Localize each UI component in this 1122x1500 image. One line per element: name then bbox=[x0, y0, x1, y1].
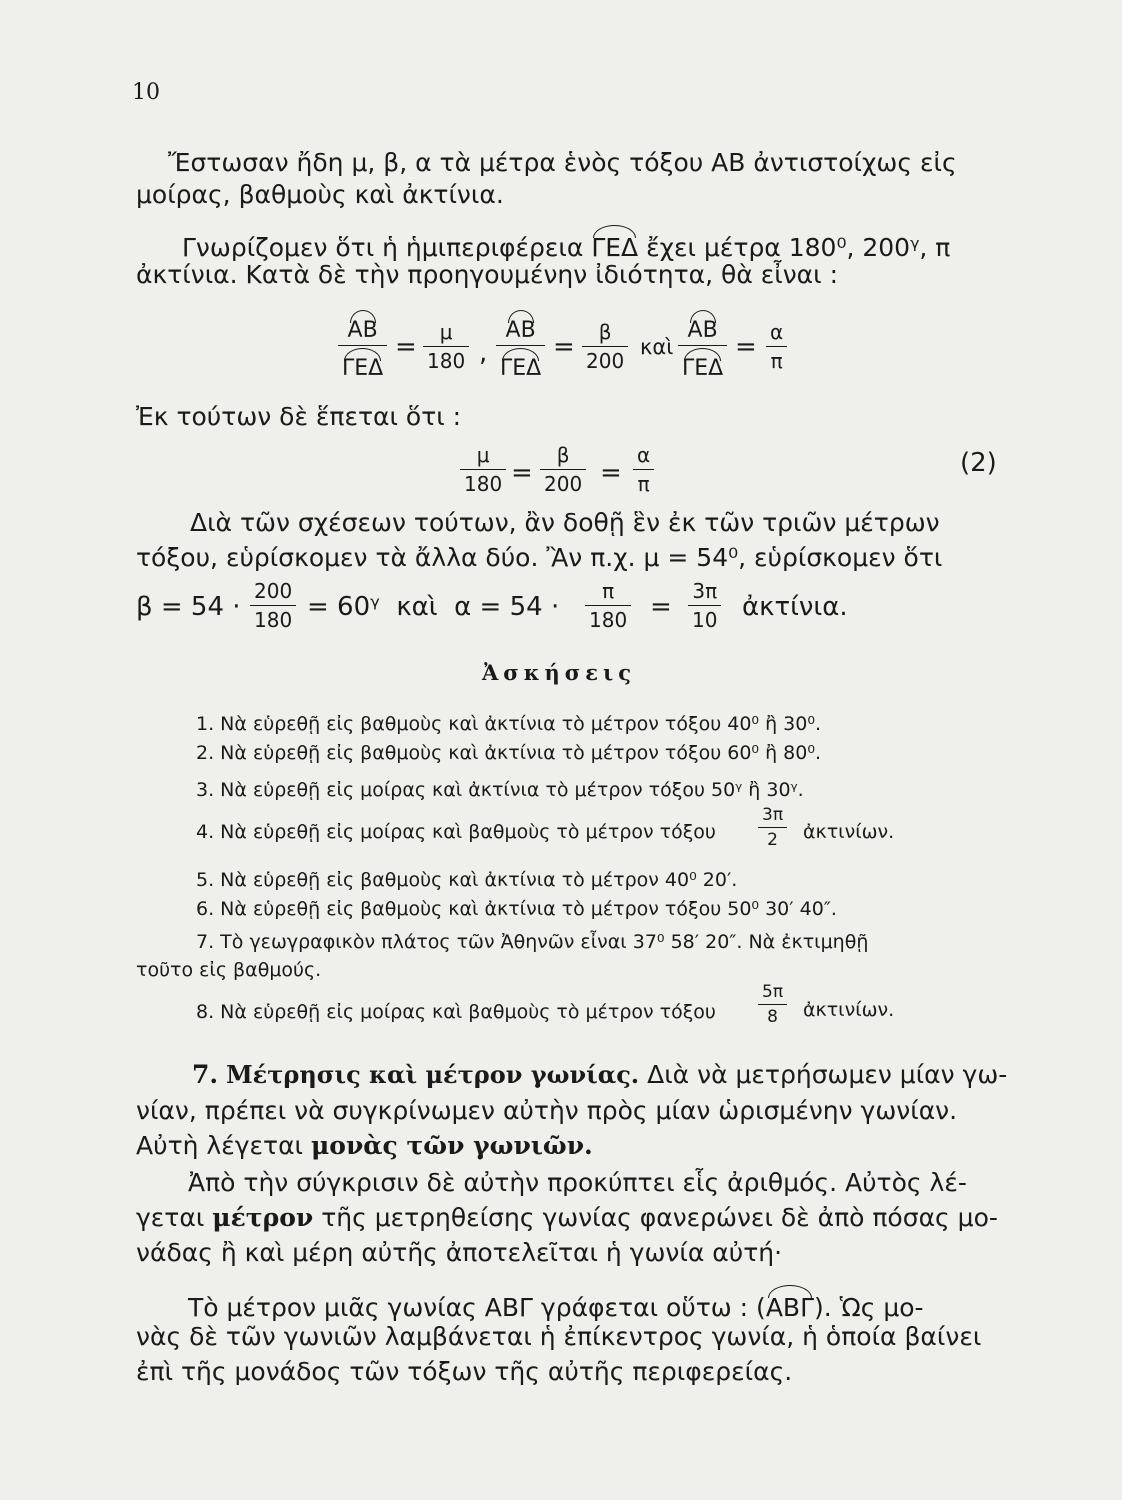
eq3-tail: ἀκτίνια. bbox=[742, 592, 848, 622]
para7-line1 bbox=[188, 1285, 924, 1323]
para1-line1: Ἔστωσαν ἤδη μ, β, α τὰ μέτρα ἑνὸς τόξου ΑΒ ἀντιστοίχως εἰς bbox=[168, 148, 957, 177]
term-measure: μέτρον bbox=[212, 1203, 314, 1232]
section-7-heading-line bbox=[192, 1060, 1007, 1090]
para7-text-a: Τὸ μέτρον μιᾶς γωνίας ΑΒΓ γράφεται οὕτω : ( bbox=[188, 1293, 766, 1322]
comma: , bbox=[479, 338, 488, 368]
term-unit-of-angles: μονὰς τῶν γωνιῶν. bbox=[310, 1131, 593, 1160]
exercise-7: 7. Τὸ γεωγραφικὸν πλάτος τῶν Ἀθηνῶν εἶναι 37⁰ 58′ 20″. Νὰ ἐκτιμηθῇ bbox=[196, 931, 869, 953]
equals-sign: = bbox=[553, 332, 575, 362]
equation-label: (2) bbox=[960, 448, 997, 478]
para2-text-b: ἔχει μέτρα 180⁰, 200ᵞ, π bbox=[646, 233, 951, 262]
eq3-frac-3: $\frac{3\pi}{10}$ bbox=[688, 579, 721, 632]
section-title: Μέτρησις καὶ μέτρον γωνίας. bbox=[226, 1060, 640, 1089]
eq1-kai: καὶ bbox=[640, 335, 674, 359]
exercise-3: 3. Νὰ εὑρεθῇ εἰς μοίρας καὶ ἀκτίνια τὸ μέτρον τόξου 50ᵞ ἢ 30ᵞ. bbox=[196, 779, 804, 801]
eq1-frac-arc-3 bbox=[678, 310, 727, 381]
angle-abg: ΑΒΓ bbox=[766, 1285, 814, 1323]
eq1-frac-mu: $\frac{\mu}{180}$ bbox=[423, 320, 469, 373]
exercise-1: 1. Νὰ εὑρεθῇ εἰς βαθμοὺς καὶ ἀκτίνια τὸ μέτρον τόξου 40⁰ ἢ 30⁰. bbox=[196, 713, 821, 735]
section-number: 7. bbox=[192, 1060, 219, 1089]
exercise-7-cont: τοῦτο εἰς βαθμούς. bbox=[136, 959, 322, 981]
exercise-5: 5. Νὰ εὑρεθῇ εἰς βαθμοὺς καὶ ἀκτίνια τὸ μέτρον 40⁰ 20′. bbox=[196, 869, 738, 891]
eq3-part2: = 60ᵞ καὶ α = 54 · bbox=[307, 592, 560, 622]
para6-text-c: τῆς μετρηθείσης γωνίας φανερώνει δὲ ἀπὸ πόσας μο- bbox=[321, 1203, 998, 1232]
arc-ab: ΑΒ bbox=[688, 310, 718, 343]
exercise-4: 4. Νὰ εὑρεθῇ εἰς μοίρας καὶ βαθμοὺς τὸ μέτρον τόξου bbox=[196, 821, 716, 843]
arc-ged: ΓΕΔ bbox=[500, 348, 541, 381]
exercise-6: 6. Νὰ εὑρεθῇ εἰς βαθμοὺς καὶ ἀκτίνια τὸ μέτρον τόξου 50⁰ 30′ 40″. bbox=[196, 898, 837, 920]
exercise-8-fraction: $\frac{5\pi}{8}$ bbox=[758, 982, 787, 1027]
exercise-4-fraction: $\frac{3\pi}{2}$ bbox=[758, 805, 787, 850]
eq1-frac-beta: $\frac{\beta}{200}$ bbox=[582, 320, 628, 373]
exercise-8-tail: ἀκτινίων. bbox=[803, 999, 895, 1021]
arc-ged: ΓΕΔ bbox=[682, 348, 723, 381]
eq1-frac-alpha: $\frac{\alpha}{\pi}$ bbox=[766, 320, 787, 373]
para7-line2: νὰς δὲ τῶν γωνιῶν λαμβάνεται ἡ ἐπίκεντρος γωνία, ἡ ὁποία βαίνει bbox=[136, 1322, 982, 1351]
arc-ab: ΑΒ bbox=[348, 310, 378, 343]
para7-text-b: ). Ὡς μο- bbox=[814, 1293, 924, 1322]
exercises-heading: Ἀσκήσεις bbox=[482, 660, 636, 685]
eq3-frac-1: $\frac{200}{180}$ bbox=[250, 579, 296, 632]
exercise-4-tail: ἀκτινίων. bbox=[803, 821, 895, 843]
section-7-line1-rest: Διὰ νὰ μετρήσωμεν μίαν γω- bbox=[647, 1060, 1008, 1089]
eq2-frac-alpha: $\frac{\alpha}{\pi}$ bbox=[633, 443, 654, 496]
arc-ged: ΓΕΔ bbox=[591, 225, 638, 263]
equals-sign: = bbox=[511, 458, 533, 488]
section-7-line3-text: Αὐτὴ λέγεται bbox=[136, 1131, 304, 1160]
para6-line2 bbox=[136, 1203, 998, 1233]
eq1-frac-arc-1 bbox=[338, 310, 387, 381]
para2-line2: ἀκτίνια. Κατὰ δὲ τὴν προηγουμένην ἰδιότητα, θὰ εἶναι : bbox=[136, 260, 838, 289]
eq2-frac-mu: $\frac{\mu}{180}$ bbox=[460, 443, 506, 496]
para6-text-a: γεται bbox=[136, 1203, 205, 1232]
eq3-part1: β = 54 · bbox=[136, 592, 241, 622]
para4-line1: Διὰ τῶν σχέσεων τούτων, ἂν δοθῇ ἓν ἐκ τῶν τριῶν μέτρων bbox=[190, 508, 940, 537]
page-number: 10 bbox=[132, 80, 160, 105]
eq3-frac-2: $\frac{\pi}{180}$ bbox=[585, 579, 631, 632]
arc-ab: ΑΒ bbox=[506, 310, 536, 343]
eq2-frac-beta: $\frac{\beta}{200}$ bbox=[540, 443, 586, 496]
equals-sign: = bbox=[600, 458, 622, 488]
para4-line2: τόξου, εὑρίσκομεν τὰ ἄλλα δύο. Ἂν π.χ. μ = 54⁰, εὑρίσκομεν ὅτι bbox=[136, 543, 943, 572]
para2-line1 bbox=[182, 225, 950, 263]
para3: Ἐκ τούτων δὲ ἕπεται ὅτι : bbox=[136, 402, 462, 431]
para2-text-a: Γνωρίζομεν ὅτι ἡ ἡμιπεριφέρεια bbox=[182, 233, 584, 262]
exercise-8: 8. Νὰ εὑρεθῇ εἰς μοίρας καὶ βαθμοὺς τὸ μέτρον τόξου bbox=[196, 1001, 716, 1023]
exercise-2: 2. Νὰ εὑρεθῇ εἰς βαθμοὺς καὶ ἀκτίνια τὸ μέτρον τόξου 60⁰ ἢ 80⁰. bbox=[196, 742, 821, 764]
equals-sign: = bbox=[735, 332, 757, 362]
para6-line1: Ἀπὸ τὴν σύγκρισιν δὲ αὐτὴν προκύπτει εἷς ἀριθμός. Αὐτὸς λέ- bbox=[188, 1168, 967, 1197]
section-7-line2: νίαν, πρέπει νὰ συγκρίνωμεν αὐτὴν πρὸς μίαν ὡρισμένην γωνίαν. bbox=[136, 1096, 958, 1125]
para1-line2: μοίρας, βαθμοὺς καὶ ἀκτίνια. bbox=[136, 180, 504, 209]
eq1-frac-arc-2 bbox=[496, 310, 545, 381]
arc-ged: ΓΕΔ bbox=[342, 348, 383, 381]
para7-line3: ἐπὶ τῆς μονάδος τῶν τόξων τῆς αὐτῆς περιφερείας. bbox=[136, 1357, 793, 1386]
para6-line3: νάδας ἢ καὶ μέρη αὐτῆς ἀποτελεῖται ἡ γωνία αὐτή· bbox=[136, 1238, 783, 1267]
section-7-line3 bbox=[136, 1131, 593, 1161]
equals-sign: = bbox=[395, 332, 417, 362]
equals-sign: = bbox=[650, 592, 672, 622]
